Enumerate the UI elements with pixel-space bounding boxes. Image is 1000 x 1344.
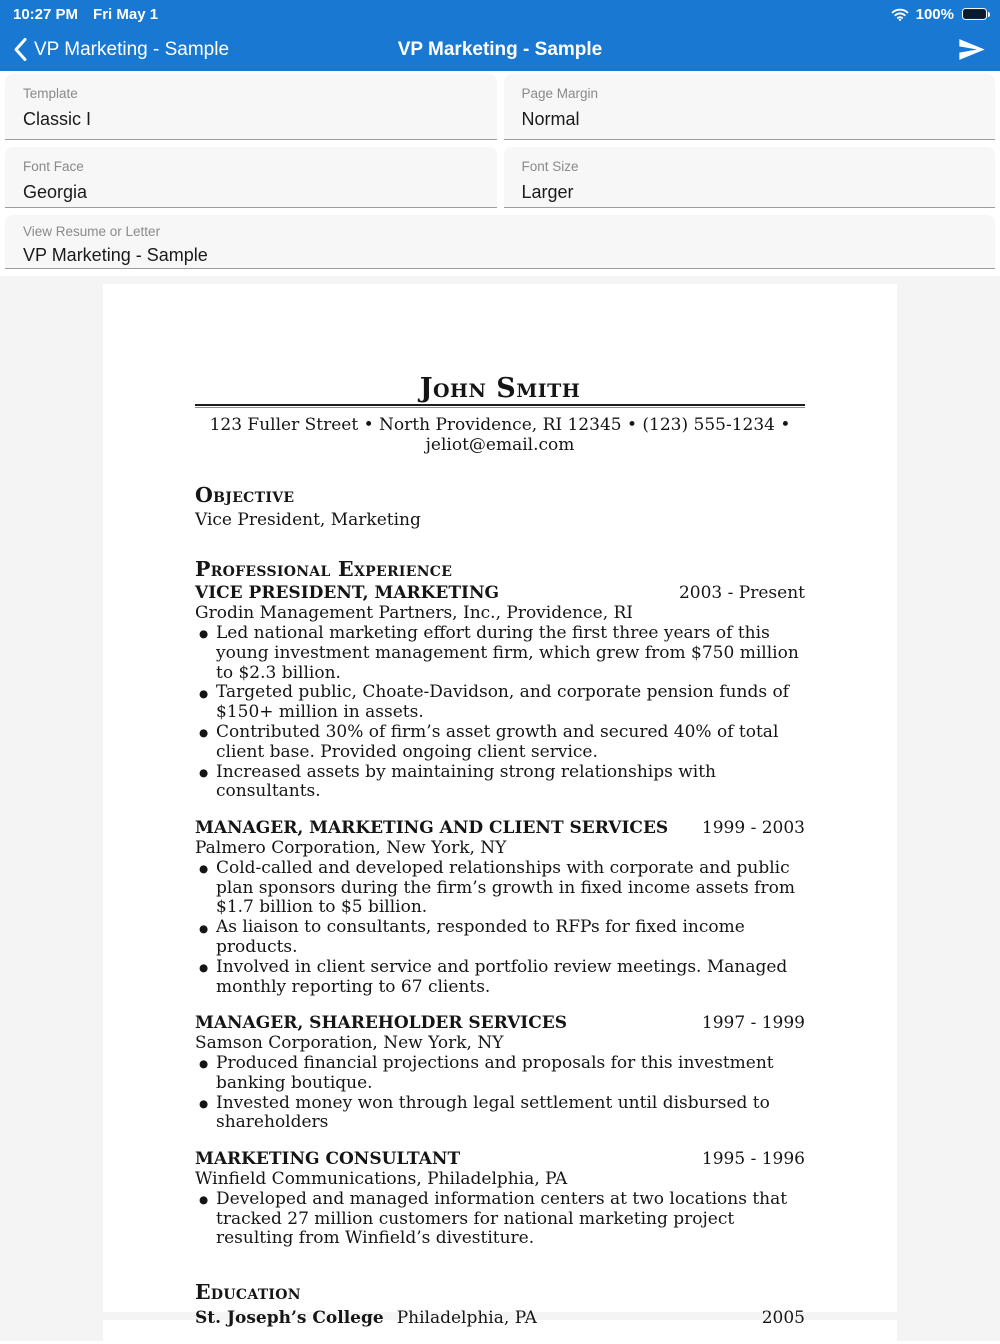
job-bullet-list [195, 859, 805, 998]
resume-page-1 [103, 284, 897, 1329]
job-title: VICE PRESIDENT, MARKETING [195, 583, 500, 604]
job-title: MARKETING CONSULTANT [195, 1149, 461, 1170]
education-school: St. Joseph’s College [195, 1308, 384, 1329]
status-bar [0, 0, 1000, 28]
job-bullet: ● Produced financial projections and proposals for this investment banking boutique. [195, 1054, 805, 1094]
job-bullet: ● Cold-called and developed relationships with corporate and public plan sponsors during the firm’s growth in fixed income assets from $1.7 billion to $5 billion. [195, 859, 805, 918]
page-title: VP Marketing - Sample [397, 38, 603, 60]
job-bullet: ● Developed and managed information centers at two locations that tracked 27 million customers for national marketing project resulting from Winfield’s divestiture. [195, 1190, 805, 1249]
job-bullet: ● As liaison to consultants, responded to RFPs for fixed income products. [195, 918, 805, 958]
job-company: Grodin Management Partners, Inc., Providence, RI [195, 603, 634, 624]
job-company: Palmero Corporation, New York, NY [195, 837, 507, 858]
education-heading: Education [195, 1280, 301, 1305]
job-dates: 1997 - 1999 [701, 1013, 805, 1034]
job-dates: 1995 - 1996 [701, 1149, 805, 1170]
send-icon [958, 38, 986, 61]
page-margin-value: Normal [521, 109, 580, 129]
job-bullet: ● Led national marketing effort during the first three years of this young investment management firm, which grew from $750 million to $2.3 billion. [195, 624, 805, 683]
experience-section [195, 558, 805, 1249]
font-face-field[interactable] [5, 147, 497, 208]
job-title: MANAGER, SHAREHOLDER SERVICES [195, 1013, 568, 1034]
experience-heading: Professional Experience [195, 557, 453, 582]
name-divider [195, 404, 805, 408]
resume-settings-panel [0, 71, 1000, 269]
send-button[interactable] [958, 38, 986, 61]
job-company: Winfield Communications, Philadelphia, PA [195, 1168, 568, 1189]
education-location: Philadelphia, PA [396, 1308, 537, 1329]
job-title: MANAGER, MARKETING AND CLIENT SERVICES [195, 818, 669, 839]
font-size-field[interactable] [504, 147, 996, 208]
job-bullet-list [195, 1054, 805, 1133]
view-resume-field[interactable] [5, 215, 995, 269]
view-resume-value: VP Marketing - Sample [23, 245, 208, 265]
job-company: Samson Corporation, New York, NY [195, 1033, 504, 1054]
objective-section [195, 484, 805, 531]
status-date: Fri May 1 [93, 5, 159, 23]
battery-percent: 100% [915, 5, 954, 23]
job-bullet: ● Increased assets by maintaining strong relationships with consultants. [195, 763, 805, 803]
battery-icon [962, 8, 987, 20]
resume-contact-line: 123 Fuller Street • North Providence, RI 12345 • (123) 555-1234 • jeliot@email.com [209, 415, 791, 455]
resume-preview-scroll[interactable] [0, 276, 1000, 1341]
font-size-label: Font Size [521, 159, 579, 174]
page-margin-field[interactable] [504, 74, 996, 140]
wifi-icon [891, 8, 909, 21]
job-bullet: ● Targeted public, Choate-Davidson, and corporate pension funds of $150+ million in assets. [195, 683, 805, 723]
job-bullet-list [195, 624, 805, 802]
job-dates: 1999 - 2003 [701, 818, 805, 839]
job-dates: 2003 - Present [678, 583, 805, 604]
chevron-left-icon [14, 38, 27, 61]
job-entry [195, 584, 805, 802]
navigation-bar [0, 28, 1000, 71]
job-bullet: ● Contributed 30% of firm’s asset growth and secured 40% of total client base. Provided ongoing client service. [195, 723, 805, 763]
back-button-label: VP Marketing - Sample [34, 38, 230, 60]
font-face-value: Georgia [23, 182, 88, 202]
page-margin-label: Page Margin [521, 86, 599, 101]
template-field[interactable] [5, 74, 497, 140]
job-bullet-list [195, 1190, 805, 1249]
resume-name: John Smith [419, 373, 581, 404]
objective-heading: Objective [195, 482, 295, 507]
template-label: Template [23, 86, 78, 101]
view-resume-label: View Resume or Letter [23, 224, 161, 239]
font-size-value: Larger [521, 182, 574, 202]
objective-text: Vice President, Marketing [195, 509, 421, 530]
job-entry [195, 819, 805, 997]
job-bullet: ● Invested money won through legal settlement until disbursed to shareholders [195, 1094, 805, 1134]
job-bullet: ● Involved in client service and portfolio review meetings. Managed monthly reporting to 67 clients. [195, 958, 805, 998]
template-value: Classic I [23, 109, 92, 129]
status-time: 10:27 PM [13, 5, 79, 23]
job-entry [195, 1014, 805, 1133]
back-button[interactable] [14, 38, 229, 61]
font-face-label: Font Face [23, 159, 84, 174]
job-entry [195, 1150, 805, 1249]
education-date: 2005 [761, 1308, 805, 1329]
